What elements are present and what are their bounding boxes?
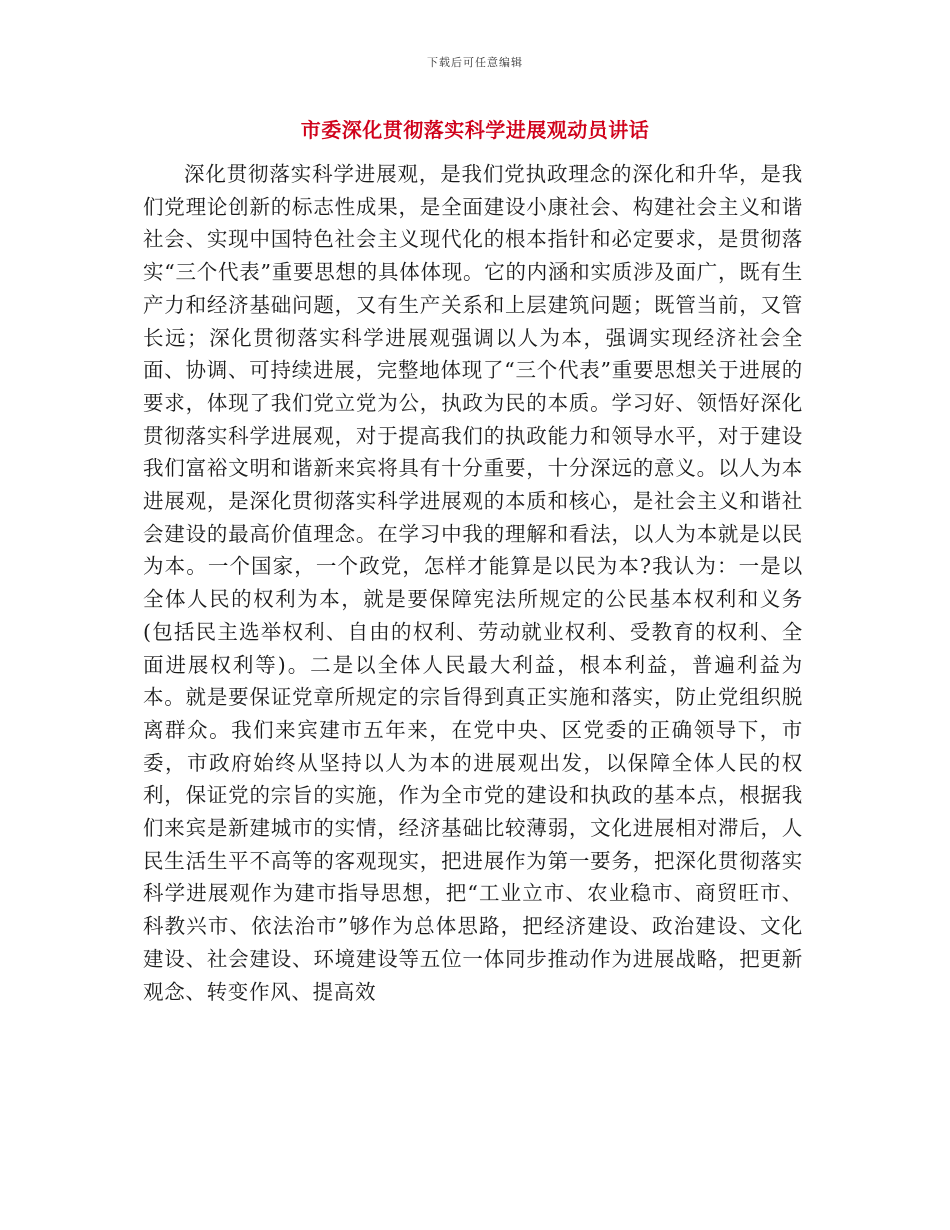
document-title: 市委深化贯彻落实科学进展观动员讲话 — [300, 118, 650, 142]
header-note: 下载后可任意编辑 — [427, 56, 523, 69]
body-paragraph: 深化贯彻落实科学进展观，是我们党执政理念的深化和升华，是我们党理论创新的标志性成果，是全面建设小康社会、构建社会主义和谐社会、实现中国特色社会主义现代化的根本指针和必定要求，是贯彻落实“三个代表”重要思想的具体体现。它的内涵和实质涉及面广，既有生产力和经济基础问题，又有生产关系和上层建筑问题；既管当前，又管长远；深化贯彻落实科学进展观强调以人为本，强调实现经济社会全面、协调、可持续进展，完整地体现了“三个代表”重要思想关于进展的要求，体现了我们党立党为公，执政为民的本质。学习好、领悟好深化贯彻落实科学进展观，对于提高我们的执政能力和领导水平，对于建设我们富裕文明和谐新来宾将具有十分重要，十分深远的意义。以人为本进展观，是深化贯彻落实科学进展观的本质和核心，是社会主义和谐社会建设的最高价值理念。在学习中我的理解和看法，以人为本就是以民为本。一个国家，一个政党，怎样才能算是以民为本?我认为：一是以全体人民的权利为本，就是要保障宪法所规定的公民基本权利和义务(包括民主选举权利、自由的权利、劳动就业权利、受教育的权利、全面进展权利等)。二是以全体人民最大利益，根本利益，普遍利益为本。就是要保证党章所规定的宗旨得到真正实施和落实，防止党组织脱离群众。我们来宾建市五年来，在党中央、区党委的正确领导下，市委，市政府始终从坚持以人为本的进展观出发，以保障全体人民的权利，保证党的宗旨的实施，作为全市党的建设和执政的基本点，根据我们来宾是新建城市的实情，经济基础比较薄弱，文化进展相对滞后，人民生活生平不高等的客观现实，把进展作为第一要务，把深化贯彻落实科学进展观作为建市指导思想，把“工业立市、农业稳市、商贸旺市、科教兴市、依法治市”够作为总体思路，把经济建设、政治建设、文化建设、社会建设、环境建设等五位一体同步推动作为进展战略，把更新观念、转变作风、提高效 — [143, 162, 803, 1004]
